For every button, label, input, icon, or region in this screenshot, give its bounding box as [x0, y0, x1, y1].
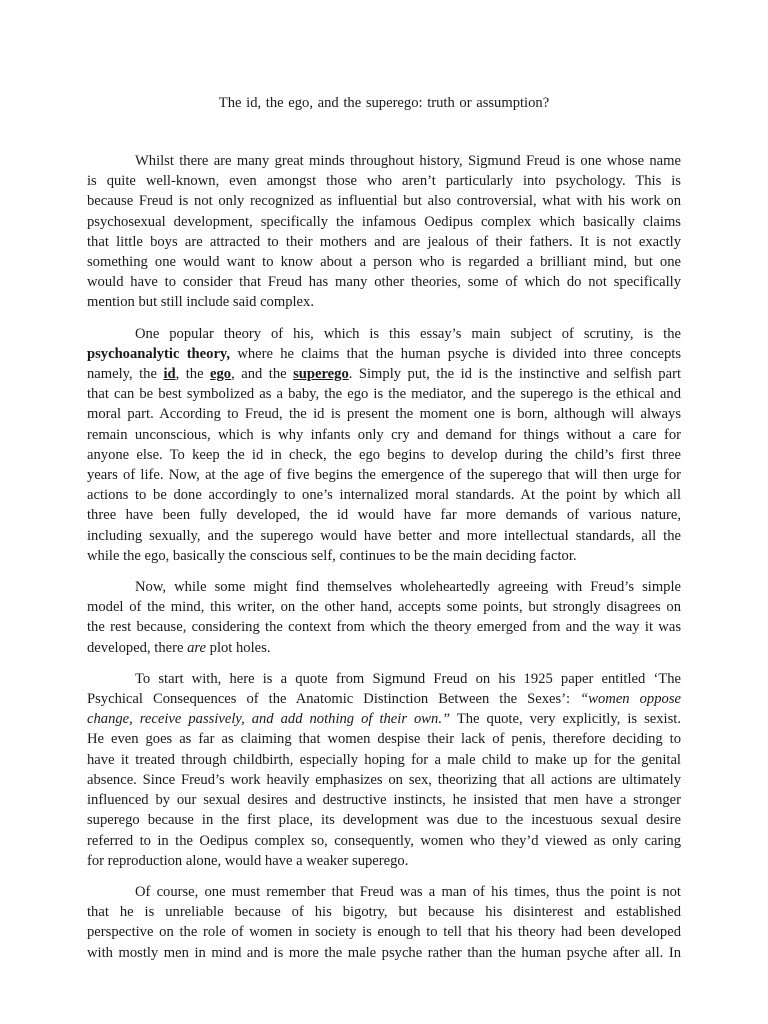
text-run: developed, there: [87, 639, 188, 656]
paragraph-line: absence. Since Freud’s work heavily emphasizes on sex, theorizing that all actions are ultimately: [87, 771, 681, 788]
text-run: The quote, very explicitly, is sexist.: [450, 711, 681, 728]
freud-quote: “women oppose: [580, 691, 681, 708]
paragraph-line: To start with, here is a quote from Sigmund Freud on his 1925 paper entitled ‘The: [135, 670, 681, 687]
paragraph-line: that little boys are attracted to their mothers and are jealous of their fathers. It is not exactly: [87, 233, 681, 250]
paragraph-line: moral part. According to Freud, the id is present the moment one is born, although will always: [87, 406, 681, 423]
paragraph-4: [87, 669, 681, 871]
paragraph-line: have it treated through childbirth, especially hoping for a male child to make up for the genital: [87, 751, 681, 768]
paragraph-line: [87, 689, 681, 709]
paragraph-line: because Freud is not only recognized as influential but also controversial, what with his work on: [87, 193, 681, 210]
paragraph-line: something one would want to know about a person who is regarded a brilliant mind, but one: [87, 254, 681, 271]
term-id: id: [163, 366, 176, 383]
paragraph-line: would have to consider that Freud has many other theories, some of which do not specifically: [87, 274, 681, 291]
paragraph-line: influenced by our sexual desires and destructive instincts, he insisted that men have a stronger: [87, 792, 681, 809]
paragraph-line: remain unconscious, which is why infants only cry and demand for things without a care for: [87, 426, 681, 443]
paragraph-line: Of course, one must remember that Freud was a man of his times, thus the point is not: [135, 883, 681, 900]
paragraph-line: psychosexual development, specifically the infamous Oedipus complex which basically claims: [87, 213, 681, 230]
paragraph-line: including sexually, and the superego would have better and more intellectual standards, all the: [87, 527, 681, 544]
paragraph-line: One popular theory of his, which is this essay’s main subject of scrutiny, is the: [135, 325, 681, 342]
term-psychoanalytic-theory: psychoanalytic theory,: [87, 345, 231, 362]
text-run: plot holes.: [206, 639, 271, 656]
emphasis-are: are: [187, 639, 207, 656]
text-run: , and the: [231, 366, 294, 383]
paragraph-line: [87, 638, 681, 658]
paragraph-line: is quite well-known, even amongst those who aren’t particularly into psychology. This is: [87, 173, 681, 190]
paragraph-line: superego because in the first place, its development was due to the incestuous sexual desire: [87, 812, 681, 829]
text-run: where he claims that the human psyche is divided into three concepts: [230, 345, 681, 362]
paragraph-2: [87, 324, 681, 566]
paragraph-line: three have been fully developed, the id would have far more demands of various nature,: [87, 507, 681, 524]
paragraph-1: [87, 151, 681, 313]
paragraph-line: model of the mind, this writer, on the other hand, accepts some points, but strongly disagrees on: [87, 599, 681, 616]
paragraph-3: [87, 577, 681, 658]
paragraph-line: Whilst there are many great minds throughout history, Sigmund Freud is one whose name: [135, 153, 681, 169]
paragraph-line: actions to be done accordingly to one’s internalized moral standards. At the point by which all: [87, 487, 681, 504]
text-run: namely, the: [87, 366, 164, 383]
text-run: Psychical Consequences of the Anatomic Distinction Between the Sexes’:: [87, 691, 581, 708]
paragraph-5: [87, 882, 681, 963]
freud-quote: change, receive passively, and add nothing of their own.”: [87, 711, 451, 728]
paragraph-line: referred to in the Oedipus complex so, consequently, women who they’d viewed as only caring: [87, 832, 681, 849]
paragraph-line: that can be best symbolized as a baby, the ego is the mediator, and the superego is the ethical and: [87, 386, 681, 403]
paragraph-line: [87, 344, 681, 364]
paragraph-line: years of life. Now, at the age of five begins the emergence of the superego that will then urge for: [87, 467, 681, 484]
paragraph-line: that he is unreliable because of his bigotry, but because his disinterest and established: [87, 904, 681, 921]
paragraph-line: for reproduction alone, would have a weaker superego.: [87, 852, 409, 869]
paragraph-line: [87, 709, 681, 729]
paragraph-line: [87, 364, 681, 384]
term-superego: superego: [293, 366, 349, 383]
paragraph-line: the rest because, considering the context from which the theory emerged from and the way it was: [87, 619, 681, 636]
paragraph-line: mention but still include said complex.: [87, 294, 314, 311]
text-run: , the: [175, 366, 211, 383]
paragraph-line: He even goes as far as claiming that women despise their lack of penis, therefore deciding to: [87, 731, 681, 748]
paragraph-line: with mostly men in mind and is more the male psyche rather than the human psyche after all. In: [87, 944, 681, 961]
term-ego: ego: [210, 366, 232, 383]
paragraph-line: while the ego, basically the conscious self, continues to be the main deciding factor.: [87, 547, 577, 564]
paragraph-line: Now, while some might find themselves wholeheartedly agreeing with Freud’s simple: [135, 579, 681, 596]
document-body: [87, 151, 681, 963]
document-title: The id, the ego, and the superego: truth or assumption?: [218, 95, 550, 111]
paragraph-line: anyone else. To keep the id in check, the ego begins to develop during the child’s first three: [87, 446, 681, 463]
text-run: . Simply put, the id is the instinctive and selfish part: [348, 366, 681, 383]
paragraph-line: perspective on the role of women in society is enough to tell that his theory had been developed: [87, 924, 681, 941]
